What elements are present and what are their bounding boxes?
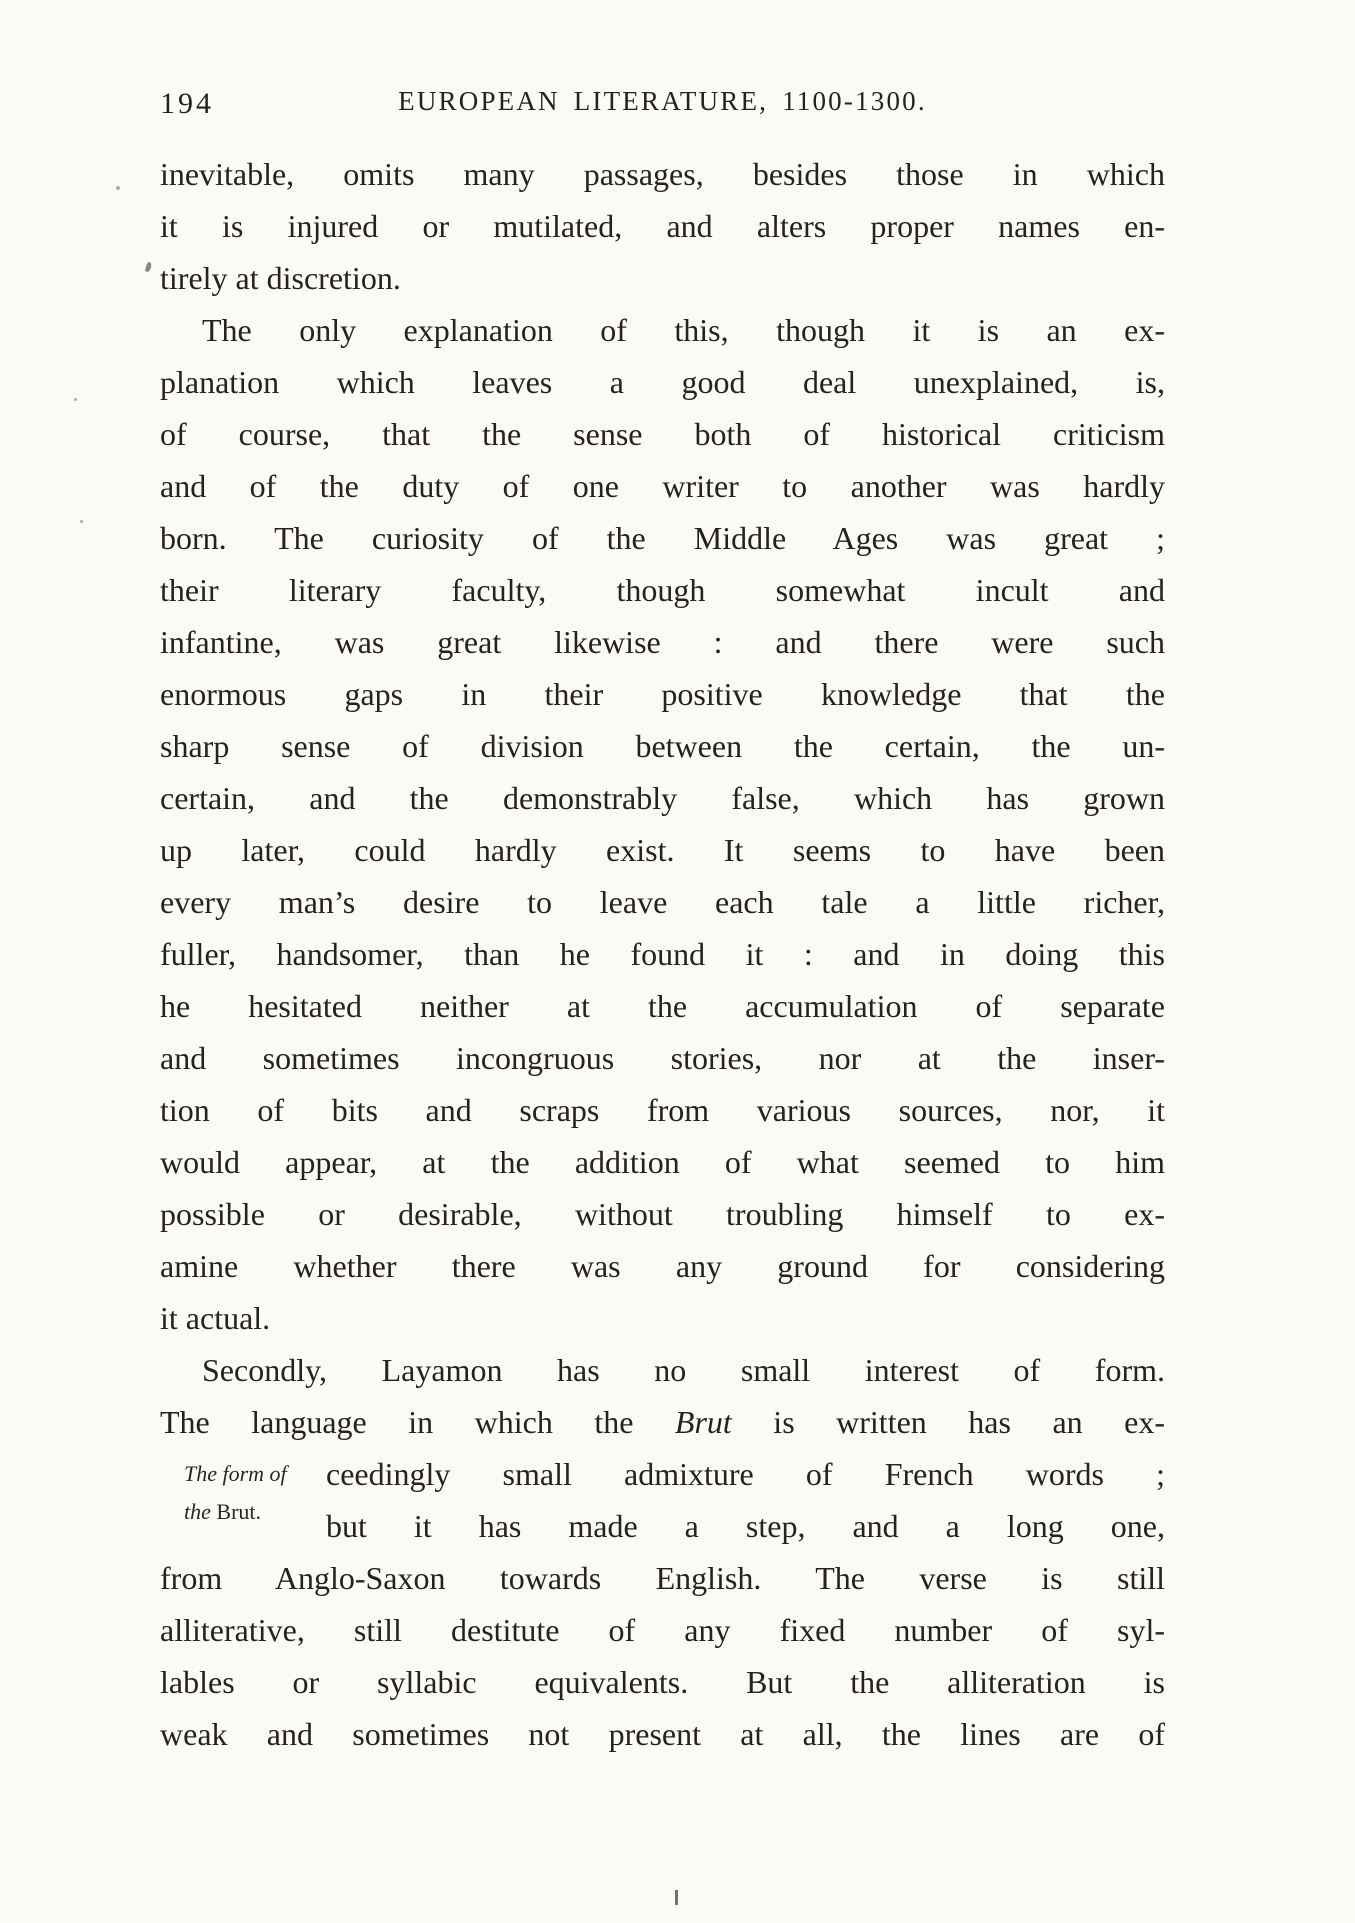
- book-title-italic: Brut: [674, 1404, 732, 1440]
- text-line: amine whether there was any ground for considering: [160, 1248, 1165, 1284]
- text-line: of course, that the sense both of historical criticism: [160, 416, 1165, 452]
- text-line: he hesitated neither at the accumulation of separate: [160, 988, 1165, 1024]
- text-line: tion of bits and scraps from various sources, nor, it: [160, 1092, 1165, 1128]
- scan-artifact-mark: [675, 1890, 678, 1905]
- text-line: infantine, was great likewise : and there were such: [160, 624, 1165, 660]
- sidenote-book-title: Brut.: [216, 1499, 262, 1524]
- text-line: every man’s desire to leave each tale a little richer,: [160, 884, 1165, 920]
- text-line: it is injured or mutilated, and alters proper names en-: [160, 208, 1165, 244]
- text-line: but it has made a step, and a long one,: [326, 1508, 1165, 1544]
- sidenote-segment: the: [184, 1499, 217, 1524]
- page-header: [160, 86, 1165, 126]
- text-line: The only explanation of this, though it is an ex-: [202, 312, 1165, 348]
- text-line: enormous gaps in their positive knowledge that the: [160, 676, 1165, 712]
- ink-speck: [74, 398, 77, 401]
- text-line: certain, and the demonstrably false, which has grown: [160, 780, 1165, 816]
- text-line: Secondly, Layamon has no small interest of form.: [202, 1352, 1165, 1388]
- ink-speck: [145, 262, 152, 273]
- text-line: their literary faculty, though somewhat incult and: [160, 572, 1165, 608]
- text-line: lables or syllabic equivalents. But the alliteration is: [160, 1664, 1165, 1700]
- sidenote-line: [184, 1493, 334, 1531]
- text-line: ceedingly small admixture of French words ;: [326, 1456, 1165, 1492]
- text-line: and sometimes incongruous stories, nor at the inser-: [160, 1040, 1165, 1076]
- page-number: 194: [160, 87, 214, 120]
- text-segment: is written has an ex-: [731, 1404, 1165, 1440]
- text-line: would appear, at the addition of what seemed to him: [160, 1144, 1165, 1180]
- text-segment: The language in which the: [160, 1404, 675, 1440]
- text-line: possible or desirable, without troubling himself to ex-: [160, 1196, 1165, 1232]
- ink-speck: [80, 520, 83, 523]
- sidenote-block: [160, 1448, 1165, 1552]
- text-line: inevitable, omits many passages, besides those in which: [160, 156, 1165, 192]
- text-line: tirely at discretion.: [160, 260, 401, 296]
- sidenote: [184, 1455, 334, 1531]
- text-line: fuller, handsomer, than he found it : and in doing this: [160, 936, 1165, 972]
- text-line: sharp sense of division between the certain, the un-: [160, 728, 1165, 764]
- ink-speck: [116, 186, 120, 190]
- text-line: up later, could hardly exist. It seems to have been: [160, 832, 1165, 868]
- text-line: alliterative, still destitute of any fixed number of syl-: [160, 1612, 1165, 1648]
- text-line: weak and sometimes not present at all, the lines are of: [160, 1716, 1165, 1752]
- text-line: planation which leaves a good deal unexplained, is,: [160, 364, 1165, 400]
- sidenote-line: The form of: [184, 1461, 287, 1486]
- running-head: EUROPEAN LITERATURE, 1100-1300.: [398, 86, 927, 116]
- text-line: born. The curiosity of the Middle Ages was great ;: [160, 520, 1165, 556]
- page-text: [160, 148, 1165, 1760]
- text-line: and of the duty of one writer to another was hardly: [160, 468, 1165, 504]
- text-line: [160, 1396, 1165, 1448]
- text-line: from Anglo-Saxon towards English. The verse is still: [160, 1560, 1165, 1596]
- text-line: it actual.: [160, 1300, 271, 1336]
